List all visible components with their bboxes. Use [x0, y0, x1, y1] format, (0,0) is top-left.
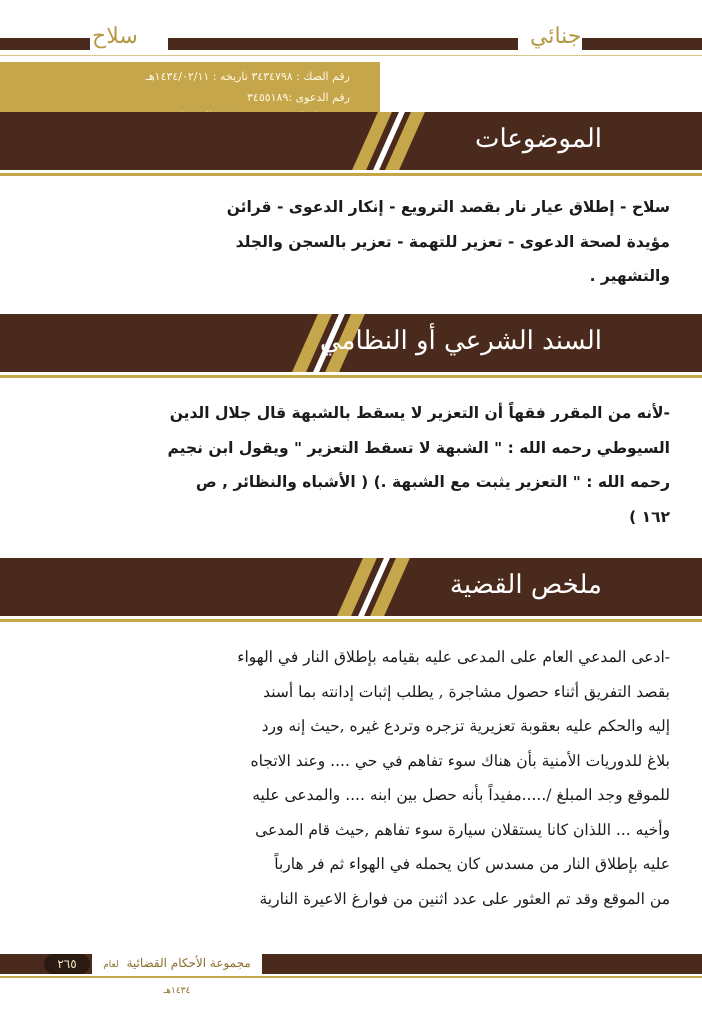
summary-line-1: -ادعى المدعي العام على المدعى عليه بقيامه بإطلاق النار في الهواء	[237, 648, 670, 666]
reference-line-2: رقم الدعوى :٣٤٥٥١٨٩	[247, 91, 350, 104]
topics-underline	[0, 173, 702, 176]
basis-line-3: رحمه الله : " التعزير يثبت مع الشبهة .) ( الأشباه والنظائر , ص	[195, 473, 670, 491]
header-category-left: جنائي	[530, 24, 582, 49]
summary-text	[30, 640, 670, 916]
basis-title: السند الشرعي أو النظامي	[319, 326, 602, 356]
topics-title: الموضوعات	[474, 124, 602, 154]
header-divider	[0, 55, 702, 56]
header-bar-right	[582, 38, 702, 50]
basis-line-2: السيوطي رحمه الله : " الشبهة لا تسقط التعزير " ويقول ابن نجيم	[167, 438, 670, 457]
header-bar-middle	[168, 38, 518, 50]
summary-line-2: بقصد التفريق أثناء حصول مشاجرة , يطلب إثبات إدانته بما أسند	[263, 682, 670, 701]
summary-underline	[0, 619, 702, 622]
topics-line-1: سلاح - إطلاق عيار نار بقصد الترويع - إنكار الدعوى - قرائن	[226, 198, 670, 216]
basis-text	[30, 396, 670, 534]
summary-title: ملخص القضية	[449, 570, 602, 600]
collection-logo	[92, 951, 262, 996]
basis-line-1: -لأنه من المقرر فقهاً أن التعزير لا يسقط بالشبهة قال جلال الدين	[169, 404, 670, 422]
topics-text	[30, 190, 670, 294]
header-category-right: سلاح	[92, 24, 138, 49]
collection-year: لعام ١٤٣٤هـ	[103, 960, 191, 996]
summary-line-5: للموقع وجد المبلغ /.....مفيداً بأنه حصل بين ابنه .... والمدعى عليه	[252, 786, 670, 804]
summary-line-4: بلاغ للدوريات الأمنية بأن هناك سوء تفاهم في حي .... وعند الاتجاه	[250, 751, 670, 770]
collection-name: مجموعة الأحكام القضائية	[126, 956, 251, 970]
header-bar-left	[0, 38, 90, 50]
topics-line-3: والتشهير .	[589, 267, 670, 285]
summary-line-8: من الموقع وقد تم العثور على عدد اثنين من فوارغ الاعيرة النارية	[259, 889, 670, 908]
basis-line-4: ١٦٢ )	[629, 507, 670, 526]
footer-underline	[0, 976, 702, 978]
topics-line-2: مؤيدة لصحة الدعوى - تعزير للتهمة - تعزير بالسجن والجلد	[235, 232, 670, 251]
summary-line-6: وأخيه ... اللذان كانا يستقلان سيارة سوء تفاهم ,حيث قام المدعى	[255, 820, 670, 839]
summary-line-3: إليه والحكم عليه بعقوبة تعزيرية تزجره وتردع غيره ,حيث إنه ورد	[261, 717, 670, 735]
reference-line-1: رقم الصك : ٣٤٣٤٧٩٨ تاريخه : ١٤٣٤/٠٢/١١هـ	[145, 70, 350, 83]
summary-line-7: عليه بإطلاق النار من مسدس كان يحمله في الهواء ثم فر هارباً	[274, 855, 670, 873]
page-number: ٢٦٥	[44, 954, 90, 974]
basis-underline	[0, 375, 702, 378]
